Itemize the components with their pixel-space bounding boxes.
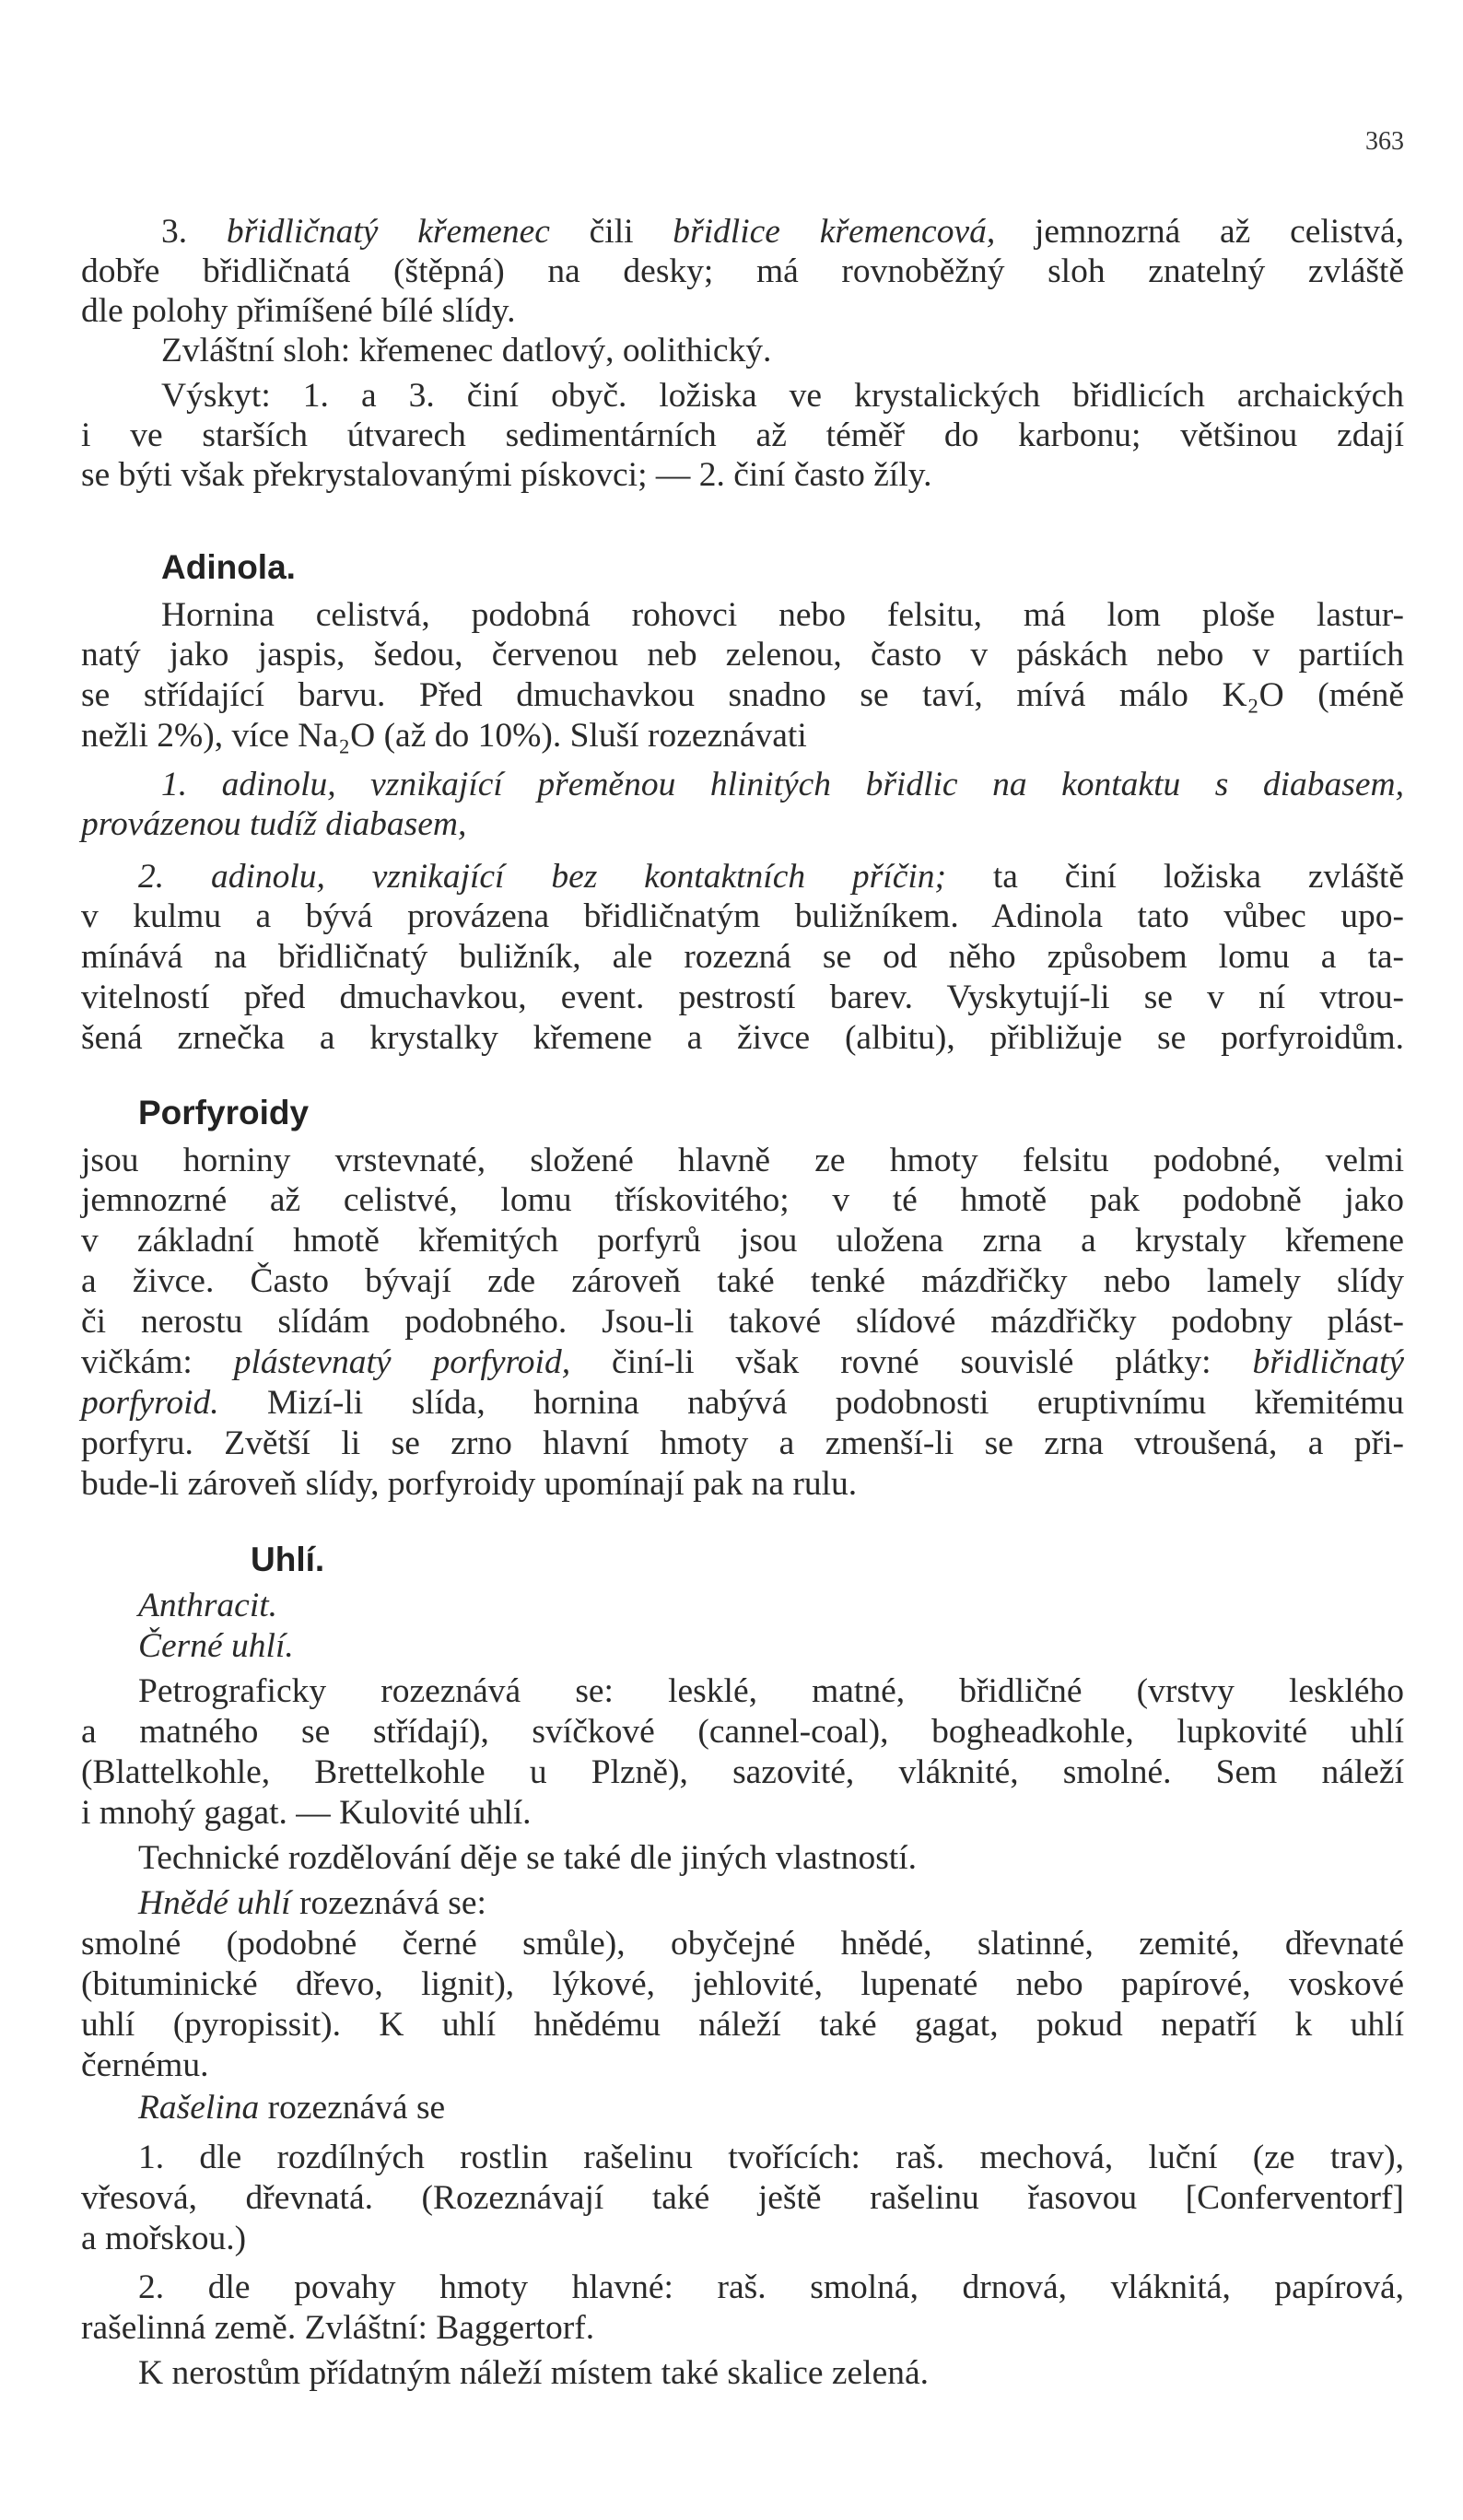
paragraph-line: Hornina celistvá, podobná rohovci nebo felsitu, má lom ploše lastur- — [161, 596, 1404, 634]
paragraph-line — [81, 1385, 1404, 1422]
paragraph-line — [138, 1628, 1404, 1665]
paragraph-line: se býti však překrystalovanými pískovci; — 2. činí často žíly. — [81, 456, 932, 494]
paragraph-line: Petrograficky rozeznává se: lesklé, matné, břidličné (vrstvy lesklého — [138, 1672, 1404, 1710]
paragraph-line: 2. dle povahy hmoty hlavné: raš. smolná, drnová, vláknitá, papírová, — [138, 2268, 1404, 2306]
paragraph-line: i mnohý gagat. — Kulovité uhlí. — [81, 1794, 532, 1832]
term-bridlice-kremencova: břidlice křemencová, — [673, 213, 996, 251]
paragraph-line: šená zrnečka a krystalky křemene a živce (albitu), přibližuje se porfyroidům. — [81, 1019, 1404, 1057]
paragraph-line: rašelinná země. Zvláštní: Baggertorf. — [81, 2309, 595, 2347]
paragraph-line: mínává na břidličnatý buližník, ale rozezná se od něho způsobem lomu a ta- — [81, 938, 1404, 976]
paragraph-line: dobře břidličnatá (štěpná) na desky; má rovnoběžný sloh znatelný zvláště — [81, 252, 1404, 290]
paragraph-line: a mořskou.) — [81, 2220, 247, 2257]
connector-word: čili — [589, 213, 634, 251]
term-plastevnaty-porfyroid: plástevnatý porfyroid, — [233, 1343, 571, 1381]
paragraph-line — [161, 767, 1404, 803]
paragraph-line: porfyru. Zvětší li se zrno hlavní hmoty a zmenší-li se zrna vtroušená, a při- — [81, 1424, 1404, 1462]
term-bridlicnaty-kremenec: břidličnatý křemenec — [226, 213, 550, 251]
paragraph-line: uhlí (pyropissit). K uhlí hnědému náleží také gagat, pokud nepatří k uhlí — [81, 2006, 1404, 2044]
paragraph-line: K nerostům přídatným náleží místem také skalice zelená. — [138, 2354, 930, 2392]
heading-uhli: Uhlí. — [251, 1541, 325, 1578]
italic-text: provázenou tudíž diabasem, — [81, 805, 467, 843]
paragraph-line: vřesová, dřevnatá. (Rozeznávají také ještě rašelinu řasovou [Conferventorf] — [81, 2179, 1404, 2217]
line-text: jemnozrná až celistvá, — [1035, 213, 1404, 251]
paragraph-line: Výskyt: 1. a 3. činí obyč. ložiska ve krystalických břidlicích archaických — [161, 377, 1404, 415]
paragraph-line — [138, 859, 1404, 896]
paragraph-line: jemnozrné až celistvé, lomu třískovitého; v té hmotě pak podobně jako — [81, 1181, 1404, 1219]
term-cerne-uhli: Černé uhlí. — [138, 1627, 294, 1665]
line-text: činí-li však rovné souvislé plátky: — [612, 1343, 1211, 1381]
paragraph-line: nežli 2%), více Na₂O (až do 10%). Sluší rozeznávati — [81, 717, 807, 755]
paragraph-line: a matného se střídají), svíčkové (cannel-coal), bogheadkohle, lupkovité uhlí — [81, 1713, 1404, 1751]
term-porfyroid: porfyroid. — [81, 1384, 219, 1422]
paragraph-line — [138, 1885, 1404, 1922]
paragraph-line — [81, 806, 1404, 843]
paragraph-line: smolné (podobné černé smůle), obyčejné hnědé, slatinné, zemité, dřevnaté — [81, 1925, 1404, 1963]
term-bridlicnaty: břidličnatý — [1252, 1343, 1405, 1381]
paragraph-line: černému. — [81, 2046, 209, 2084]
paragraph-line — [138, 1588, 1404, 1624]
term-raselina: Rašelina — [138, 2089, 260, 2127]
paragraph-line: Zvláštní sloh: křemenec datlový, oolithický. — [161, 332, 772, 369]
line-text: vičkám: — [81, 1343, 193, 1381]
page-number: 363 — [1365, 127, 1404, 156]
paragraph-line: vitelností před dmuchavkou, event. pestrostí barev. Vyskytují-li se v ní vtrou- — [81, 979, 1404, 1016]
item-number: 3. — [161, 213, 188, 251]
paragraph-line — [138, 2090, 1404, 2127]
paragraph-line: i ve starších útvarech sedimentárních až téměř do karbonu; většinou zdají — [81, 416, 1404, 454]
italic-text: 1. adinolu, vznikající přeměnou hlinitých břidlic na kontaktu s diabasem, — [161, 766, 1404, 803]
paragraph-line — [161, 214, 1404, 251]
line-text: rozeznává se: — [298, 1884, 486, 1922]
paragraph-line: (bituminické dřevo, lignit), lýkové, jehlovité, lupenaté nebo papírové, voskové — [81, 1965, 1404, 2003]
line-text: rozeznává se — [267, 2089, 446, 2127]
heading-adinola: Adinola. — [161, 548, 296, 586]
paragraph-line: se střídající barvu. Před dmuchavkou snadno se taví, mívá málo K₂O (méně — [81, 676, 1404, 714]
paragraph-line: bude-li zároveň slídy, porfyroidy upomínají pak na rulu. — [81, 1465, 858, 1503]
line-text: ta činí ložiska zvláště — [992, 858, 1404, 896]
paragraph-line: natý jako jaspis, šedou, červenou neb zelenou, často v páskách nebo v partiích — [81, 636, 1404, 674]
paragraph-line: v kulmu a bývá provázena břidličnatým buližníkem. Adinola tato vůbec upo- — [81, 897, 1404, 935]
paragraph-line: a živce. Často bývají zde zároveň také tenké mázdřičky nebo lamely slídy — [81, 1262, 1404, 1300]
italic-text: 2. adinolu, vznikající bez kontaktních příčin; — [138, 858, 946, 896]
term-hnede-uhli: Hnědé uhlí — [138, 1884, 291, 1922]
paragraph-line — [81, 1344, 1404, 1381]
line-text: Mizí-li slída, hornina nabývá podobnosti eruptivnímu křemitému — [267, 1384, 1404, 1422]
paragraph-line: 1. dle rozdílných rostlin rašelinu tvořících: raš. mechová, luční (ze trav), — [138, 2139, 1404, 2176]
paragraph-line: (Blattelkohle, Brettelkohle u Plzně), sazovité, vláknité, smolné. Sem náleží — [81, 1753, 1404, 1791]
paragraph-line: či nerostu slídám podobného. Jsou-li takové slídové mázdřičky podobny plást- — [81, 1303, 1404, 1341]
paragraph-line: dle polohy přimíšené bílé slídy. — [81, 292, 516, 330]
term-anthracit: Anthracit. — [138, 1587, 278, 1624]
paragraph-line: jsou horniny vrstevnaté, složené hlavně ze hmoty felsitu podobné, velmi — [81, 1142, 1404, 1179]
paragraph-line: v základní hmotě křemitých porfyrů jsou uložena zrna a krystaly křemene — [81, 1222, 1404, 1260]
heading-porfyroidy: Porfyroidy — [138, 1094, 310, 1131]
paragraph-line: Technické rozdělování děje se také dle jiných vlastností. — [138, 1839, 917, 1877]
